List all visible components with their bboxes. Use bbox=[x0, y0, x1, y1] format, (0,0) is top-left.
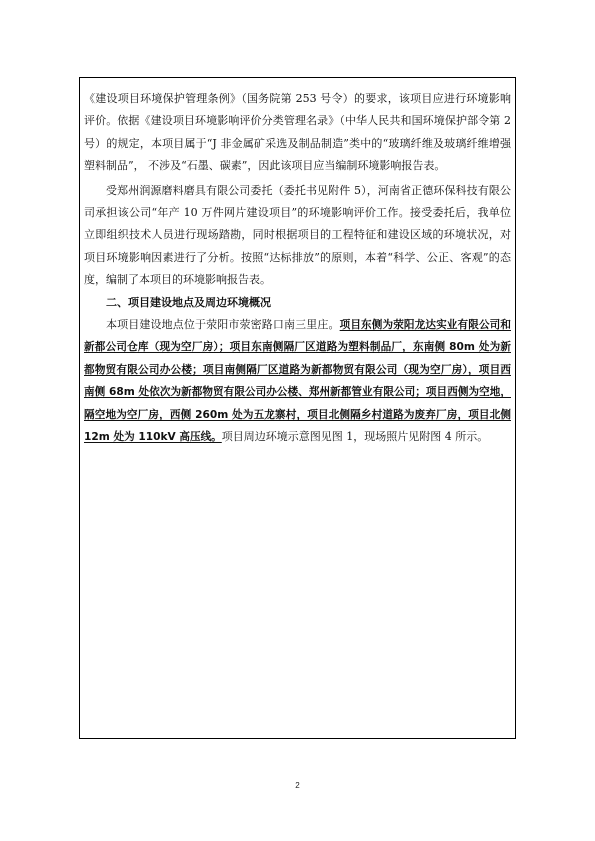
paragraph-location bbox=[84, 314, 511, 448]
section-heading-location: 二、项目建设地点及周边环境概况 bbox=[106, 295, 271, 309]
paragraph-eia-requirement: 《建设项目环境保护管理条例》（国务院第 253 号令）的要求，该项目应进行环境影响评价。依据《建设项目环境影响评价分类管理名录》（中华人民共和国环境保护部令第 2 号）的规定，本项目属于“J 非金属矿采选及制品制造”类中的“玻璃纤维及玻璃纤维增强塑料制品”， 不涉及“石墨、碳素”，因此该项目应当编制环境影响报告表。 bbox=[84, 92, 511, 173]
document-body bbox=[84, 88, 511, 449]
page-number: 2 bbox=[295, 781, 300, 790]
paragraph-commission: 受郑州润源磨料磨具有限公司委托（委托书见附件 5），河南省正德环保科技有限公司承担该公司“年产 10 万件网片建设项目”的环境影响评价工作。接受委托后，我单位立即组织技术人员进行现场踏勘，同时根据项目的工程特征和建设区域的环境状况，对项目环境影响因素进行了分析。按照“达标排放”的原则，本着“科学、公正、客观”的态度，编制了本项目的环境影响报告表。 bbox=[84, 183, 511, 287]
location-intro-text: 本项目建设地点位于荥阳市荥密路口南三里庄。 bbox=[106, 318, 340, 332]
location-surroundings-emphasis: 项目东侧为荥阳龙达实业有限公司和新都公司仓库（现为空厂房）；项目东南侧隔厂区道路为塑料制品厂，东南侧 80m 处为新都物贸有限公司办公楼；项目南侧隔厂区道路为新都物贸有限公司（现为空厂房），项目西南侧 68m 处依次为新都物贸有限公司办公楼、郑州新都管业有限公司；项目西侧为空地，隔空地为空厂房，西侧 260m 处为五龙寨村，项目北侧隔乡村道路为废弃厂房，项目北侧 12m 处为 110kV 高压线。 bbox=[84, 319, 511, 444]
location-figure-reference: 项目周边环境示意图见图 1，现场照片见附图 4 所示。 bbox=[221, 430, 489, 444]
